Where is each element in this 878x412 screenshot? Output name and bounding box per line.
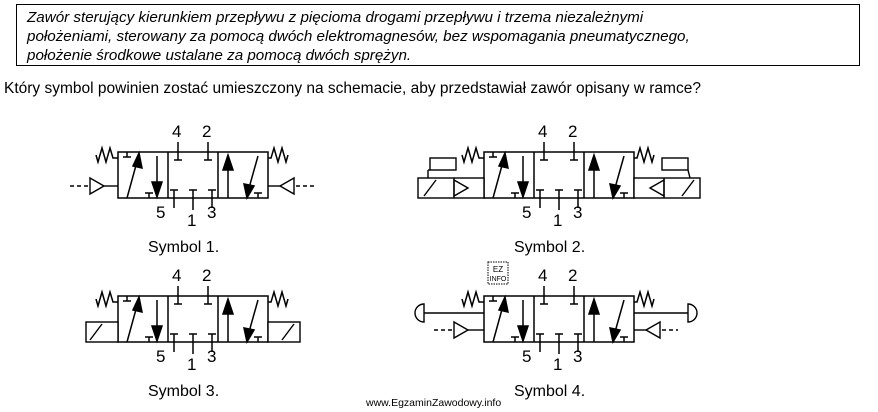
symbol-1 <box>70 142 314 210</box>
s1-port-3: 3 <box>207 203 217 222</box>
logo-mark <box>488 262 508 284</box>
frame-line-2: położeniami, sterowany za pomocą dwóch elektromagnesów, bez wspomagania pneumatycznego, <box>27 28 690 45</box>
s4-port-4: 4 <box>538 266 548 285</box>
caption-symbol-1: Symbol 1. <box>148 239 220 256</box>
s2-port-3: 3 <box>573 203 583 222</box>
s2-port-4: 4 <box>538 122 548 141</box>
s3-port-3: 3 <box>207 347 217 366</box>
s1-port-4: 4 <box>172 122 182 141</box>
symbol-4 <box>415 262 697 354</box>
frame-line-3: położenie środkowe ustalane za pomocą dwóch sprężyn. <box>27 47 412 64</box>
caption-symbol-4: Symbol 4. <box>514 383 586 400</box>
svg-text:EZ: EZ <box>492 265 504 274</box>
watermark: www.EgzaminZawodowy.info <box>366 397 502 409</box>
s3-port-2: 2 <box>202 266 212 285</box>
s4-port-1: 1 <box>553 355 563 374</box>
symbol-2 <box>418 142 700 210</box>
symbol-3 <box>86 286 300 354</box>
s3-port-1: 1 <box>187 355 197 374</box>
s2-port-2: 2 <box>568 122 578 141</box>
s4-port-5: 5 <box>522 347 532 366</box>
s4-port-2: 2 <box>568 266 578 285</box>
s1-port-1: 1 <box>187 211 197 230</box>
s1-port-2: 2 <box>202 122 212 141</box>
caption-symbol-2: Symbol 2. <box>514 239 586 256</box>
s2-port-1: 1 <box>553 211 563 230</box>
frame-line-1: Zawór sterujący kierunkiem przepływu z pięcioma drogami przepływu i trzema niezależnymi <box>27 9 644 26</box>
s2-port-5: 5 <box>522 203 532 222</box>
s3-port-5: 5 <box>156 347 166 366</box>
question-text: Który symbol powinien zostać umieszczony na schemacie, aby przedstawiał zawór opisany w ramce? <box>4 80 701 97</box>
svg-text:INFO: INFO <box>489 276 507 283</box>
s4-port-3: 3 <box>573 347 583 366</box>
caption-symbol-3: Symbol 3. <box>148 383 220 400</box>
s3-port-4: 4 <box>172 266 182 285</box>
s1-port-5: 5 <box>156 203 166 222</box>
